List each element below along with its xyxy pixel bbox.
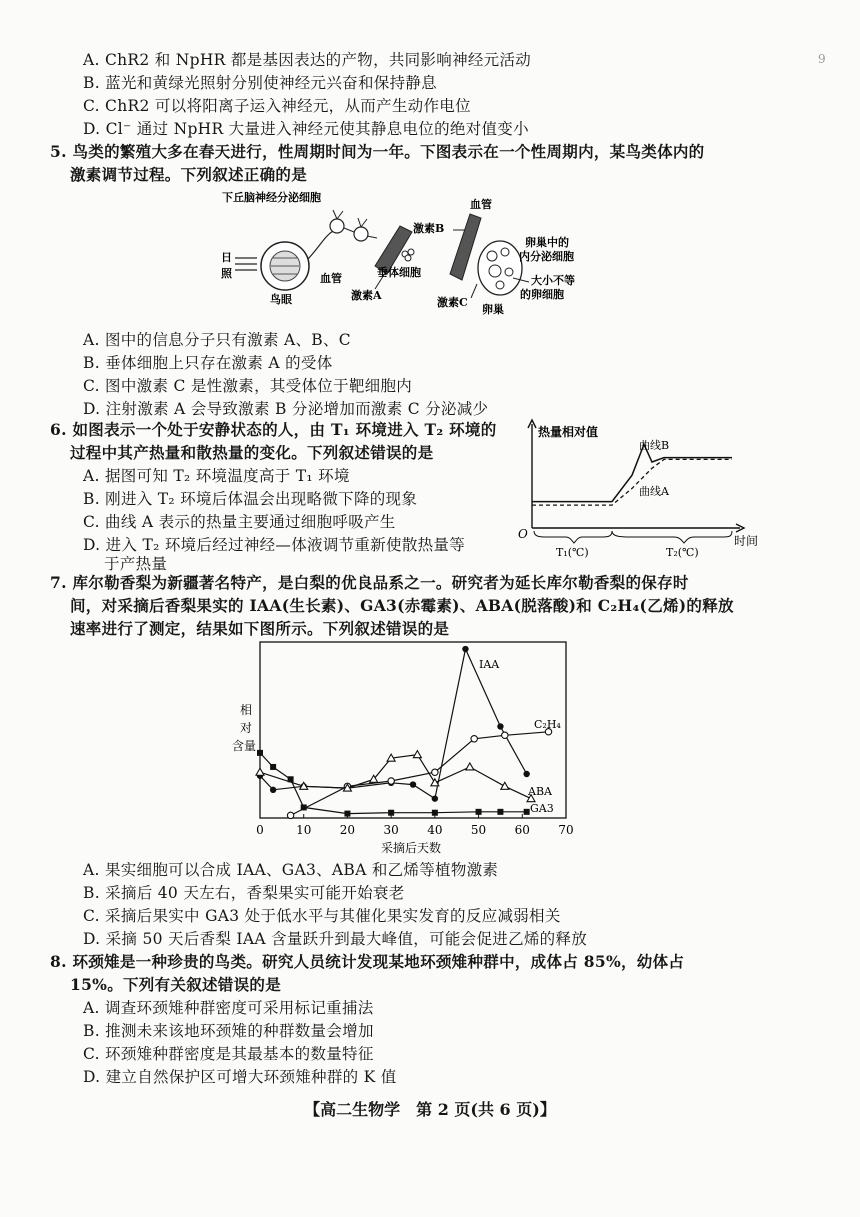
q6-stem-line-2: 过程中其产热量和散热量的变化。下列叙述错误的是	[70, 443, 434, 462]
pear-point-c2h4	[287, 812, 293, 818]
pear-point-ga3	[524, 809, 530, 815]
neuron-1-shape	[330, 219, 344, 233]
pear-point-iaa	[497, 723, 503, 729]
label-oocytes-2: 的卵细胞	[520, 288, 564, 301]
q4-option-a: A. ChR2 和 NpHR 都是基因表达的产物，共同影响神经元活动	[83, 51, 532, 69]
q7-option-b: B. 采摘后 40 天左右，香梨果实可能开始衰老	[83, 884, 405, 902]
pear-point-iaa	[270, 787, 276, 793]
sunlight-arrows	[235, 258, 257, 270]
q4-option-d: D. Cl⁻ 通过 NpHR 大量进入神经元使其静息电位的绝对值变小	[83, 120, 529, 138]
label-hypothalamus: 下丘脑神经分泌细胞	[222, 191, 321, 204]
q5-option-d: D. 注射激素 A 会导致激素 B 分泌增加而激素 C 分泌减少	[83, 400, 489, 418]
pear-point-ga3	[257, 750, 263, 756]
pear-ylabel-1: 相	[240, 703, 253, 717]
heat-curve-b-label: 曲线B	[639, 439, 670, 452]
heat-origin: O	[518, 527, 528, 541]
q6-option-c: C. 曲线 A 表示的热量主要通过细胞呼吸产生	[83, 513, 396, 531]
q8-option-c: C. 环颈雉种群密度是其最基本的数量特征	[83, 1045, 374, 1063]
pear-point-ga3	[476, 809, 482, 815]
neuron-2-shape	[354, 227, 368, 241]
pear-tick-label: 20	[339, 823, 356, 837]
label-vessel-2: 血管	[470, 198, 492, 211]
pear-tick-label: 0	[256, 823, 264, 837]
pear-tick-label: 60	[514, 823, 530, 837]
q8-option-a: A. 调查环颈雉种群密度可采用标记重捕法	[83, 999, 374, 1017]
q6-option-b: B. 刚进入 T₂ 环境后体温会出现略微下降的现象	[83, 490, 418, 508]
pear-ylabel-3: 含量	[232, 739, 257, 753]
pear-point-ga3	[497, 809, 503, 815]
q5-stem-line-1: 5. 鸟类的繁殖大多在春天进行，性周期时间为一年。下图表示在一个性周期内，某鸟类体内的	[50, 142, 705, 161]
q5-option-b: B. 垂体细胞上只存在激素 A 的受体	[83, 354, 333, 372]
pear-point-ga3	[344, 811, 350, 817]
q7-stem-line-2: 间，对采摘后香梨果实的 IAA(生长素)、GA3(赤霉素)、ABA(脱落酸)和 C₂H₄(乙烯)的释放	[70, 596, 734, 615]
q5-option-a: A. 图中的信息分子只有激素 A、B、C	[83, 331, 351, 349]
pear-point-iaa	[432, 795, 438, 801]
pear-tick-label: 40	[427, 823, 443, 837]
hormone-regulation-diagram	[215, 186, 575, 328]
heat-series-group	[532, 444, 732, 505]
pear-label-iaa: IAA	[479, 658, 500, 671]
q8-stem-line-1: 8. 环颈雉是一种珍贵的鸟类。研究人员统计发现某地环颈雉种群中，成体占 85%，幼体占	[50, 952, 685, 971]
label-ovary: 卵巢	[482, 303, 504, 316]
label-ovary-endocrine-2: 内分泌细胞	[519, 250, 574, 263]
t2-brace	[612, 531, 732, 543]
pear-point-ga3	[388, 810, 394, 816]
heat-curve-a-label: 曲线A	[639, 485, 669, 498]
pear-point-ga3	[270, 764, 276, 770]
blood-vessel-2	[450, 214, 481, 280]
label-ovary-endocrine-1: 卵巢中的	[525, 236, 569, 249]
pear-tick-label: 50	[470, 823, 487, 837]
q7-stem-line-3: 速率进行了测定，结果如下图所示。下列叙述错误的是	[70, 619, 450, 638]
q7-option-d: D. 采摘 50 天后香梨 IAA 含量跃升到最大峰值，可能会促进乙烯的释放	[83, 930, 588, 948]
hormone-content-chart	[226, 636, 596, 858]
heat-xlabel: 时间	[734, 534, 759, 548]
label-hormone-a: 激素A	[351, 289, 382, 302]
heat-curve-b	[532, 444, 732, 501]
label-oocytes-1: 大小不等	[531, 274, 575, 287]
pear-point-ga3	[288, 776, 294, 782]
label-bird-eye: 鸟眼	[270, 293, 292, 306]
pear-tick-label: 10	[296, 823, 312, 837]
q6-option-d: D. 进入 T₂ 环境后经过神经—体液调节重新使散热量等	[83, 536, 466, 554]
pear-xlabel: 采摘后天数	[381, 841, 442, 855]
q4-option-c: C. ChR2 可以将阳离子运入神经元，从而产生动作电位	[83, 97, 471, 115]
q7-stem-line-1: 7. 库尔勒香梨为新疆著名特产，是白梨的优良品系之一。研究者为延长库尔勒香梨的保存时	[50, 573, 689, 592]
label-pituitary: 垂体细胞	[377, 266, 421, 279]
pear-point-iaa	[410, 781, 416, 787]
q7-option-a: A. 果实细胞可以合成 IAA、GA3、ABA 和乙烯等植物激素	[83, 861, 499, 879]
q8-option-d: D. 建立自然保护区可增大环颈雉种群的 K 值	[83, 1068, 397, 1086]
pear-series-group	[256, 646, 552, 819]
q8-option-b: B. 推测未来该地环颈雉的种群数量会增加	[83, 1022, 374, 1040]
pear-label-c2h4: C₂H₄	[534, 718, 561, 731]
pear-label-ga3: GA3	[530, 802, 554, 815]
q5-stem-line-2: 激素调节过程。下列叙述正确的是	[70, 165, 308, 184]
corner-mark: 9	[818, 52, 826, 66]
pear-point-aba	[466, 763, 474, 770]
q6-option-d-cont: 于产热量	[104, 555, 168, 573]
pear-point-aba	[256, 768, 264, 775]
pear-label-aba: ABA	[528, 785, 552, 798]
pear-point-c2h4	[388, 778, 394, 784]
pear-point-iaa	[523, 771, 529, 777]
heat-chart	[514, 416, 770, 558]
label-sunlight: 日	[221, 251, 232, 264]
heat-curve-a	[532, 459, 732, 505]
heat-t2-label: T₂(℃)	[666, 546, 699, 558]
pear-tick-label: 70	[558, 823, 574, 837]
label-vessel-1: 血管	[320, 272, 342, 285]
pear-point-c2h4	[471, 736, 477, 742]
pear-point-c2h4	[432, 769, 438, 775]
label-hormone-b: 激素B	[413, 222, 445, 235]
heat-t1-label: T₁(℃)	[556, 546, 589, 558]
pear-point-ga3	[432, 810, 438, 816]
q7-option-c: C. 采摘后果实中 GA3 处于低水平与其催化果实发育的反应减弱相关	[83, 907, 561, 925]
pear-point-iaa	[462, 646, 468, 652]
label-hormone-c: 激素C	[437, 296, 468, 309]
pear-point-aba	[501, 782, 509, 789]
pear-point-c2h4	[502, 732, 508, 738]
svg-text:照: 照	[221, 267, 232, 280]
page-footer: 【高二生物学 第 2 页(共 6 页)】	[304, 1100, 556, 1119]
pear-point-ga3	[301, 804, 307, 810]
q8-stem-line-2: 15%。下列有关叙述错误的是	[70, 975, 281, 994]
pear-ylabel-2: 对	[240, 721, 253, 735]
q6-stem-line-1: 6. 如图表示一个处于安静状态的人，由 T₁ 环境进入 T₂ 环境的	[50, 420, 497, 439]
q5-option-c: C. 图中激素 C 是性激素，其受体位于靶细胞内	[83, 377, 413, 395]
pear-plot-frame	[260, 642, 566, 818]
t1-brace	[534, 531, 612, 543]
pear-tick-label: 30	[383, 823, 399, 837]
optic-nerve-line	[308, 231, 333, 259]
heat-chart-ylabel: 热量相对值	[538, 425, 599, 439]
pear-point-aba	[413, 751, 421, 758]
q6-option-a: A. 据图可知 T₂ 环境温度高于 T₁ 环境	[83, 467, 350, 485]
q4-option-b: B. 蓝光和黄绿光照射分别使神经元兴奋和保持静息	[83, 74, 437, 92]
